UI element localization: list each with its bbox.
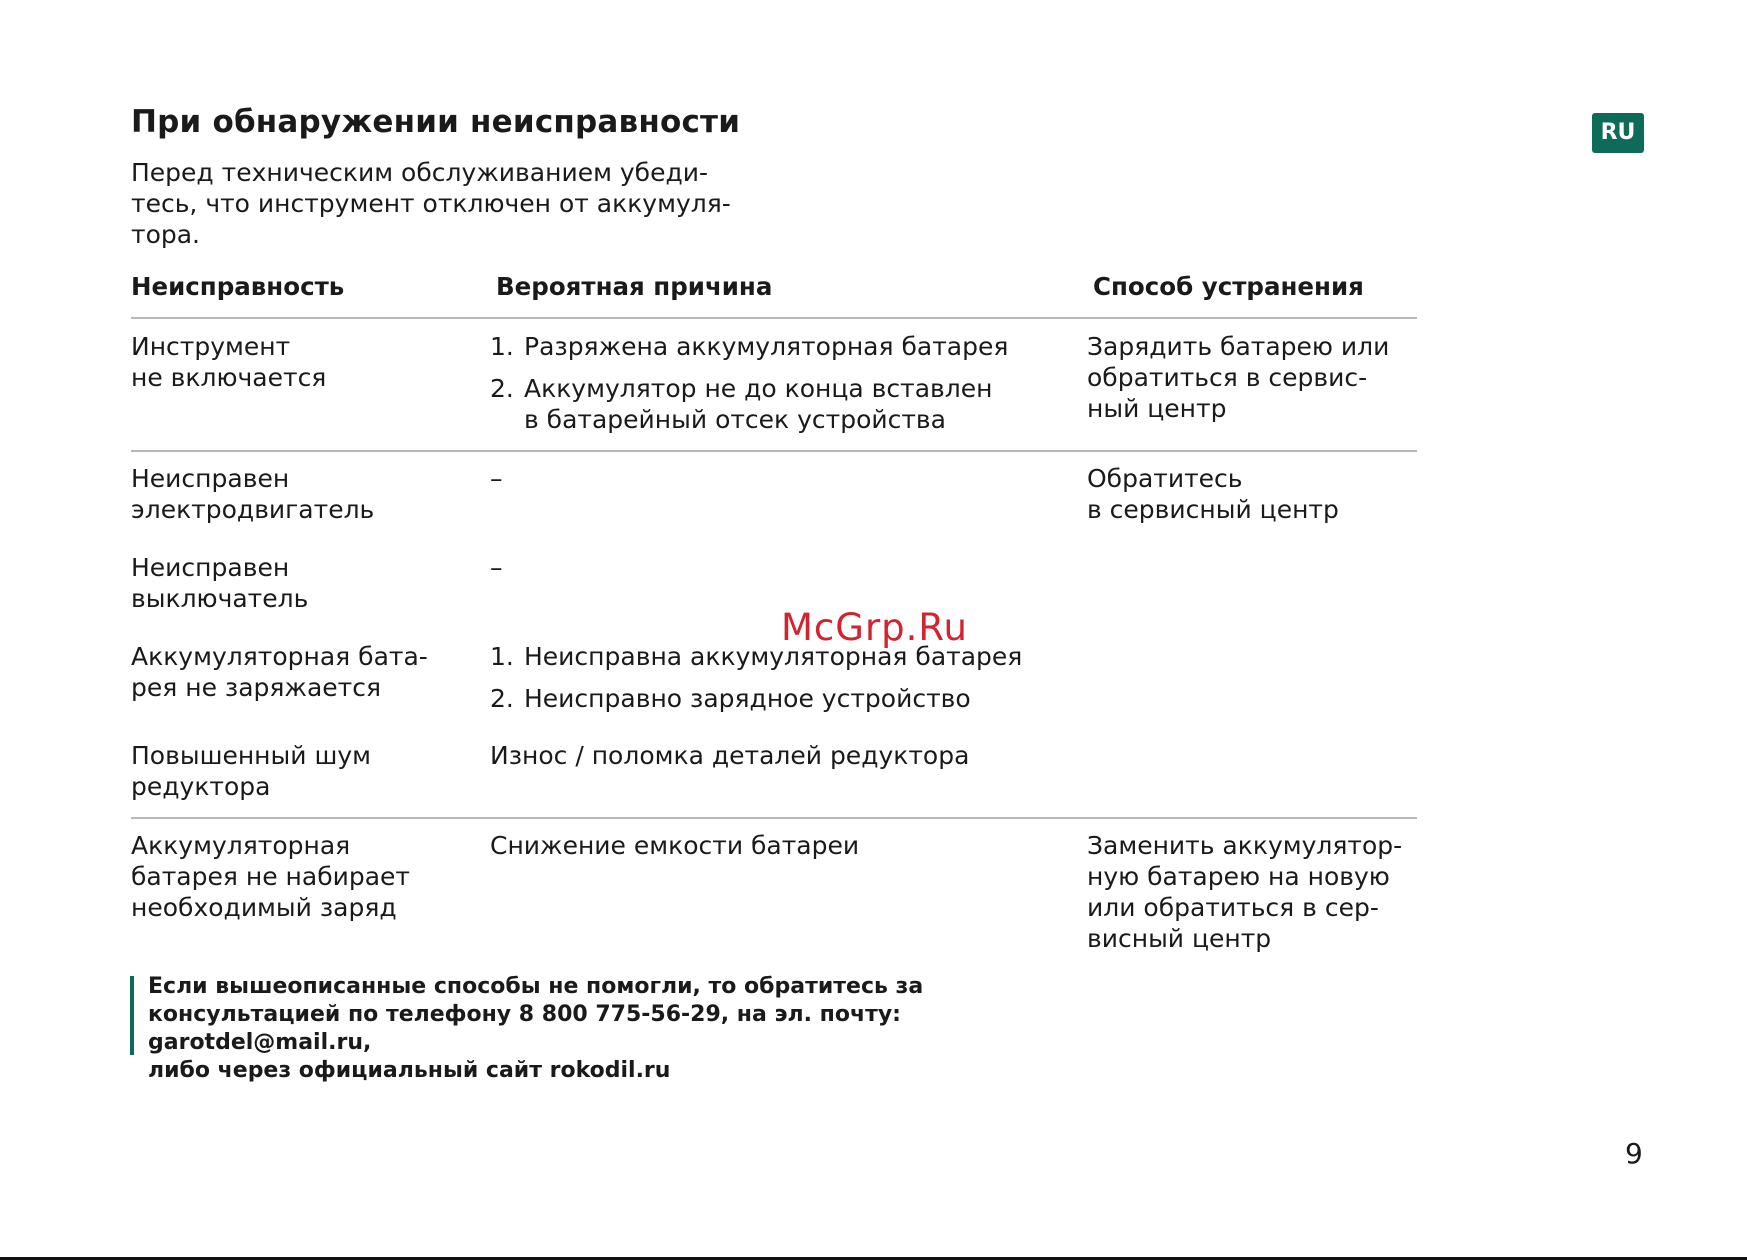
row5-cause: Износ / поломка деталей редуктора — [490, 741, 970, 770]
page-title: При обнаружении неисправности — [131, 104, 741, 140]
row3-cause: – — [490, 553, 503, 582]
contact-note: Если вышеописанные способы не помогли, то обратитесь за консультацией по телефону 8 800 775-56-29, на эл. почту: garotdel@mail.ru, либо через официальный сайт rokodil.ru — [148, 974, 924, 1083]
row3-fault: Неисправен выключатель — [131, 553, 309, 613]
list-item — [490, 331, 1008, 362]
row6-fault: Аккумуляторная батарея не набирает необходимый заряд — [131, 831, 410, 922]
row1-remedy: Зарядить батарею или обратиться в сервис- ный центр — [1087, 332, 1390, 423]
row5-fault: Повышенный шум редуктора — [131, 741, 371, 801]
item-text: Аккумулятор не до конца вставлен в батарейный отсек устройства — [524, 374, 993, 434]
row-divider — [131, 450, 1417, 452]
row4-fault: Аккумуляторная бата- рея не заряжается — [131, 642, 428, 702]
header-fault: Неисправность — [131, 272, 345, 301]
item-text: Неисправна аккумуляторная батарея — [524, 642, 1023, 671]
row2-fault: Неисправен электродвигатель — [131, 464, 375, 524]
note-accent-bar — [130, 976, 134, 1055]
list-item — [490, 683, 1022, 714]
item-number: 1. — [490, 642, 514, 671]
row2-remedy: Обратитесь в сервисный центр — [1087, 464, 1339, 524]
row6-remedy: Заменить аккумулятор- ную батарею на новую или обратиться в сер- висный центр — [1087, 831, 1403, 953]
item-number: 2. — [490, 684, 514, 713]
row2-cause: – — [490, 464, 503, 493]
row6-cause: Снижение емкости батареи — [490, 831, 860, 860]
header-remedy: Способ устранения — [1093, 272, 1364, 301]
header-divider — [131, 317, 1417, 319]
language-badge: RU — [1592, 113, 1644, 153]
item-number: 2. — [490, 374, 514, 403]
list-item — [490, 373, 1008, 435]
intro-text: Перед техническим обслуживанием убеди- тесь, что инструмент отключен от аккумуля- тора. — [131, 158, 731, 249]
row4-causes — [490, 641, 1022, 714]
row1-causes — [490, 331, 1008, 435]
row-divider — [131, 817, 1417, 819]
item-text: Неисправно зарядное устройство — [524, 684, 971, 713]
item-number: 1. — [490, 332, 514, 361]
page-number: 9 — [1625, 1137, 1643, 1170]
item-text: Разряжена аккумуляторная батарея — [524, 332, 1009, 361]
row1-fault: Инструмент не включается — [131, 332, 327, 392]
header-cause: Вероятная причина — [496, 272, 773, 301]
watermark: McGrp.Ru — [781, 606, 968, 649]
